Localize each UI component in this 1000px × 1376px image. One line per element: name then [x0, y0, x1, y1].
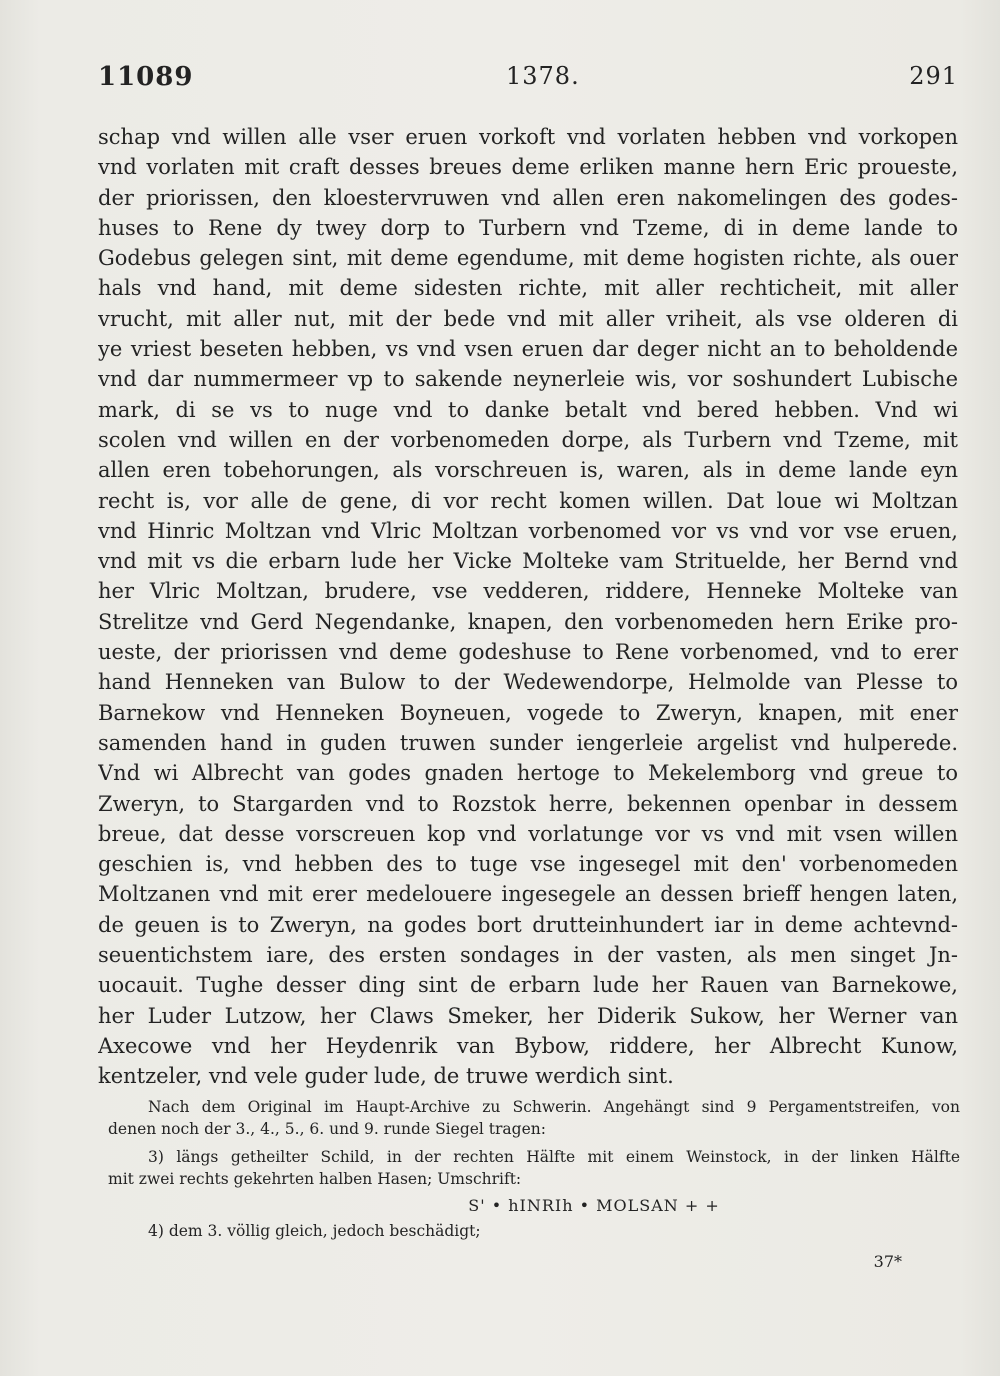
charter-text: [98, 122, 958, 1092]
text-line: Axecowe vnd her Heydenrik van Bybow, riddere, her Albrecht Kunow,: [98, 1033, 958, 1058]
signature-mark: 37*: [873, 1252, 902, 1271]
text-line: ye vriest beseten hebben, vs vnd vsen eruen dar deger nicht an to beholdende: [98, 337, 958, 362]
text-line: allen eren tobehorungen, als vorschreuen is, waren, als in deme lande eyn: [98, 458, 958, 483]
seal-description-line: 3) längs getheilter Schild, in der rechten Hälfte mit einem Weinstock, in der linken Hälfte: [148, 1148, 960, 1166]
text-line: seuentichstem iare, des ersten sondages in der vasten, als men singet Jn-: [98, 943, 958, 968]
text-line: vnd mit vs die erbarn lude her Vicke Molteke vam Strituelde, her Bernd vnd: [98, 549, 958, 574]
text-line: ueste, der priorissen vnd deme godeshuse to Rene vorbenomed, vnd to erer: [98, 640, 958, 665]
text-line: samenden hand in guden truwen sunder iengerleie argelist vnd hulperede.: [98, 730, 958, 755]
page-header: [98, 62, 958, 98]
text-line: mark, di se vs to nuge vnd to danke betalt vnd bered hebben. Vnd wi: [98, 397, 958, 422]
text-line: recht is, vor alle de gene, di vor recht komen willen. Dat loue wi Moltzan: [98, 488, 958, 513]
text-line: vnd dar nummermeer vp to sakende neynerleie wis, vor soshundert Lubische: [98, 367, 958, 392]
text-line: her Vlric Moltzan, brudere, vse vedderen, riddere, Henneke Molteke van: [98, 579, 958, 604]
text-line: Strelitze vnd Gerd Negendanke, knapen, den vorbenomeden hern Erike pro-: [98, 609, 958, 634]
seal-description-line: mit zwei rechts gekehrten halben Hasen; Umschrift:: [108, 1170, 522, 1188]
text-line: hand Henneken van Bulow to der Wedewendorpe, Helmolde van Plesse to: [98, 670, 958, 695]
year-heading: 1378.: [506, 62, 580, 90]
page-number: 291: [909, 62, 958, 90]
source-note-line: Nach dem Original im Haupt-Archive zu Schwerin. Angehängt sind 9 Pergamentstreifen, von: [148, 1098, 960, 1116]
text-line: hals vnd hand, mit deme sidesten richte, mit aller rechticheit, mit aller: [98, 276, 958, 301]
text-line: vnd vorlaten mit craft desses breues deme erliken manne hern Eric proueste,: [98, 155, 958, 180]
text-line: Moltzanen vnd mit erer medelouere ingesegele an dessen brieff hengen laten,: [98, 882, 958, 907]
text-line: schap vnd willen alle vser eruen vorkoft vnd vorlaten hebben vnd vorkopen: [98, 125, 958, 149]
text-line: uocauit. Tughe desser ding sint de erbarn lude her Rauen van Barnekowe,: [98, 973, 958, 998]
text-line: scolen vnd willen en der vorbenomeden dorpe, als Turbern vnd Tzeme, mit: [98, 427, 958, 452]
text-line: her Luder Lutzow, her Claws Smeker, her Diderik Sukow, her Werner van: [98, 1003, 958, 1028]
text-line: de geuen is to Zweryn, na godes bort drutteinhundert iar in deme achtevnd-: [98, 912, 958, 937]
text-line: der priorissen, den kloestervruwen vnd allen eren nakomelingen des godes-: [98, 185, 958, 210]
text-line: Barnekow vnd Henneken Boyneuen, vogede to Zweryn, knapen, mit ener: [98, 700, 958, 725]
text-line: vnd Hinric Moltzan vnd Vlric Moltzan vorbenomed vor vs vnd vor vse eruen,: [98, 518, 958, 543]
text-line: Zweryn, to Stargarden vnd to Rozstok herre, bekennen openbar in dessem: [98, 791, 958, 816]
editorial-notes: [108, 1096, 960, 1242]
text-line: Vnd wi Albrecht van godes gnaden hertoge to Mekelemborg vnd greue to: [98, 761, 958, 786]
text-line: breue, dat desse vorscreuen kop vnd vorlatunge vor vs vnd mit vsen willen: [98, 821, 958, 846]
text-line: Godebus gelegen sint, mit deme egendume, mit deme hogisten richte, als ouer: [98, 246, 958, 271]
text-line: kentzeler, vnd vele guder lude, de truwe werdich sint.: [98, 1064, 674, 1089]
text-line: vrucht, mit aller nut, mit der bede vnd mit aller vriheit, als vse olderen di: [98, 306, 958, 331]
document-number: 11089: [98, 62, 194, 92]
seal-description-line: 4) dem 3. völlig gleich, jedoch beschädigt;: [148, 1222, 481, 1240]
text-line: geschien is, vnd hebben des to tuge vse ingesegel mit den' vorbenomeden: [98, 852, 958, 877]
text-line: huses to Rene dy twey dorp to Turbern vnd Tzeme, di in deme lande to: [98, 215, 958, 240]
seal-legend: S' • hINRIh • MOLSAN + +: [468, 1196, 720, 1215]
source-note-line: denen noch der 3., 4., 5., 6. und 9. runde Siegel tragen:: [108, 1120, 546, 1138]
